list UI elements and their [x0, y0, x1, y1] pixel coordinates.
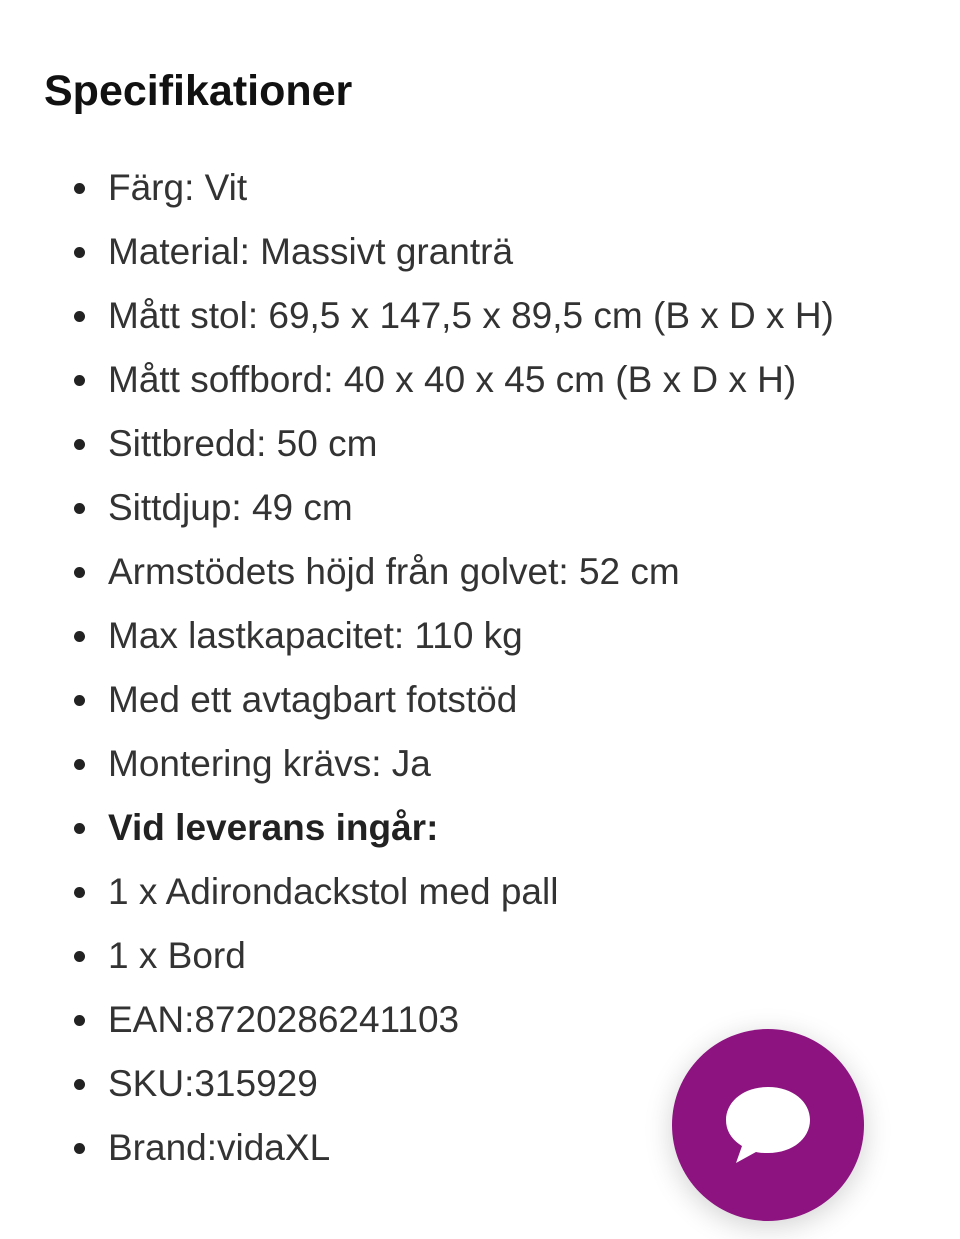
spec-text: SKU:315929 [108, 1063, 318, 1104]
spec-text: Brand:vidaXL [108, 1127, 331, 1168]
bullet-icon [74, 183, 85, 194]
chat-bubble-icon [718, 1075, 818, 1175]
spec-text: Med ett avtagbart fotstöd [108, 679, 518, 720]
list-item [44, 732, 924, 796]
bullet-icon [74, 1015, 85, 1026]
list-item [44, 668, 924, 732]
bullet-icon [74, 695, 85, 706]
bullet-icon [74, 759, 85, 770]
spec-text: Max lastkapacitet: 110 kg [108, 615, 523, 656]
spec-text: 1 x Bord [108, 935, 246, 976]
bullet-icon [74, 1143, 85, 1154]
list-item [44, 412, 924, 476]
list-item-delivery-heading [44, 796, 924, 860]
spec-text: 1 x Adirondackstol med pall [108, 871, 559, 912]
list-item [44, 220, 924, 284]
list-item [44, 860, 924, 924]
list-item [44, 348, 924, 412]
bullet-icon [74, 951, 85, 962]
list-item [44, 924, 924, 988]
spec-text: Material: Massivt granträ [108, 231, 514, 272]
spec-text: EAN:8720286241103 [108, 999, 460, 1040]
spec-text: Mått soffbord: 40 x 40 x 45 cm (B x D x H) [108, 359, 797, 400]
bullet-icon [74, 439, 85, 450]
specifications-heading: Specifikationer [44, 67, 353, 115]
bullet-icon [74, 503, 85, 514]
spec-text: Armstödets höjd från golvet: 52 cm [108, 551, 680, 592]
spec-text: Sittdjup: 49 cm [108, 487, 353, 528]
bullet-icon [74, 567, 85, 578]
bullet-icon [74, 375, 85, 386]
spec-text: Sittbredd: 50 cm [108, 423, 378, 464]
bullet-icon [74, 311, 85, 322]
list-item [44, 156, 924, 220]
list-item [44, 604, 924, 668]
spec-text: Färg: Vit [108, 167, 248, 208]
chat-button[interactable] [672, 1029, 864, 1221]
list-item [44, 540, 924, 604]
bullet-icon [74, 247, 85, 258]
bullet-icon [74, 1079, 85, 1090]
list-item [44, 284, 924, 348]
bullet-icon [74, 631, 85, 642]
spec-text: Mått stol: 69,5 x 147,5 x 89,5 cm (B x D x H) [108, 295, 834, 336]
list-item [44, 476, 924, 540]
specifications-list [44, 156, 924, 1180]
bullet-icon [74, 887, 85, 898]
spec-text: Montering krävs: Ja [108, 743, 431, 784]
spec-text: Vid leverans ingår: [108, 807, 439, 848]
bullet-icon [74, 823, 85, 834]
